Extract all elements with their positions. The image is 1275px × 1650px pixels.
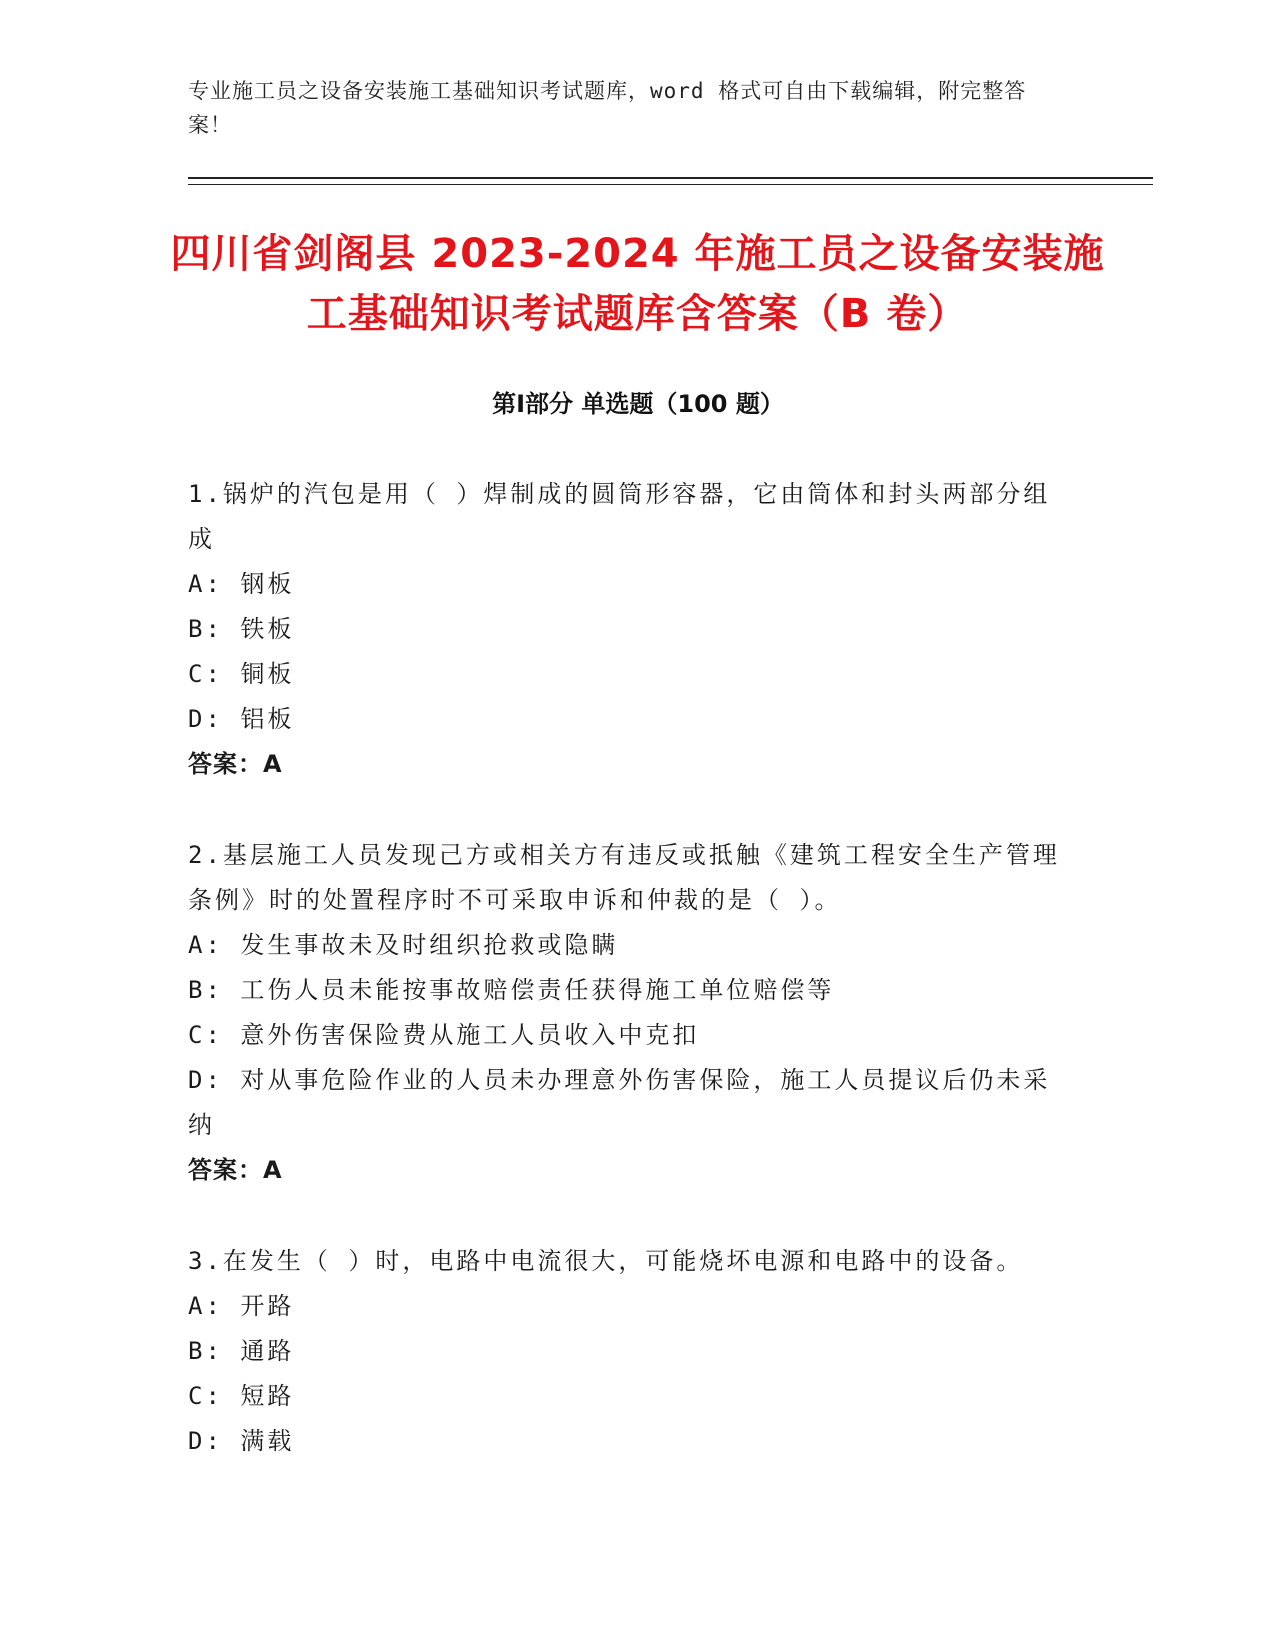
question-1 bbox=[188, 472, 1068, 787]
header-divider-thin bbox=[188, 184, 1153, 185]
section-title: 第Ⅰ部分 单选题（100 题） bbox=[492, 390, 784, 418]
option-b: B: 铁板 bbox=[188, 615, 295, 643]
header-note: 专业施工员之设备安装施工基础知识考试题库，word 格式可自由下载编辑，附完整答案！ bbox=[188, 79, 1027, 137]
option-b: B: 通路 bbox=[188, 1337, 295, 1365]
answer: 答案：A bbox=[188, 1156, 283, 1184]
question-stem: 1.锅炉的汽包是用（ ）焊制成的圆筒形容器，它由筒体和封头两部分组成 bbox=[188, 480, 1051, 553]
option-a: A: 钢板 bbox=[188, 570, 295, 598]
document-title: 四川省剑阁县 2023-2024 年施工员之设备安装施工基础知识考试题库含答案（B 卷） bbox=[170, 231, 1105, 337]
option-d: D: 满载 bbox=[188, 1427, 295, 1455]
question-2 bbox=[188, 833, 1068, 1193]
option-c: C: 意外伤害保险费从施工人员收入中克扣 bbox=[188, 1021, 700, 1049]
question-stem: 2.基层施工人员发现己方或相关方有违反或抵触《建筑工程安全生产管理条例》时的处置程序时不可采取申诉和仲裁的是（ ）。 bbox=[188, 841, 1060, 914]
option-c: C: 铜板 bbox=[188, 660, 295, 688]
question-list bbox=[188, 472, 1068, 1510]
option-c: C: 短路 bbox=[188, 1382, 295, 1410]
option-d: D: 对从事危险作业的人员未办理意外伤害保险，施工人员提议后仍未采纳 bbox=[188, 1066, 1051, 1139]
option-a: A: 开路 bbox=[188, 1292, 295, 1320]
option-b: B: 工伤人员未能按事故赔偿责任获得施工单位赔偿等 bbox=[188, 976, 835, 1004]
option-d: D: 铝板 bbox=[188, 705, 295, 733]
answer: 答案：A bbox=[188, 750, 283, 778]
option-a: A: 发生事故未及时组织抢救或隐瞒 bbox=[188, 931, 619, 959]
question-3 bbox=[188, 1239, 1068, 1464]
header-divider-thick bbox=[188, 177, 1153, 179]
question-stem: 3.在发生（ ）时，电路中电流很大，可能烧坏电源和电路中的设备。 bbox=[188, 1247, 1024, 1275]
